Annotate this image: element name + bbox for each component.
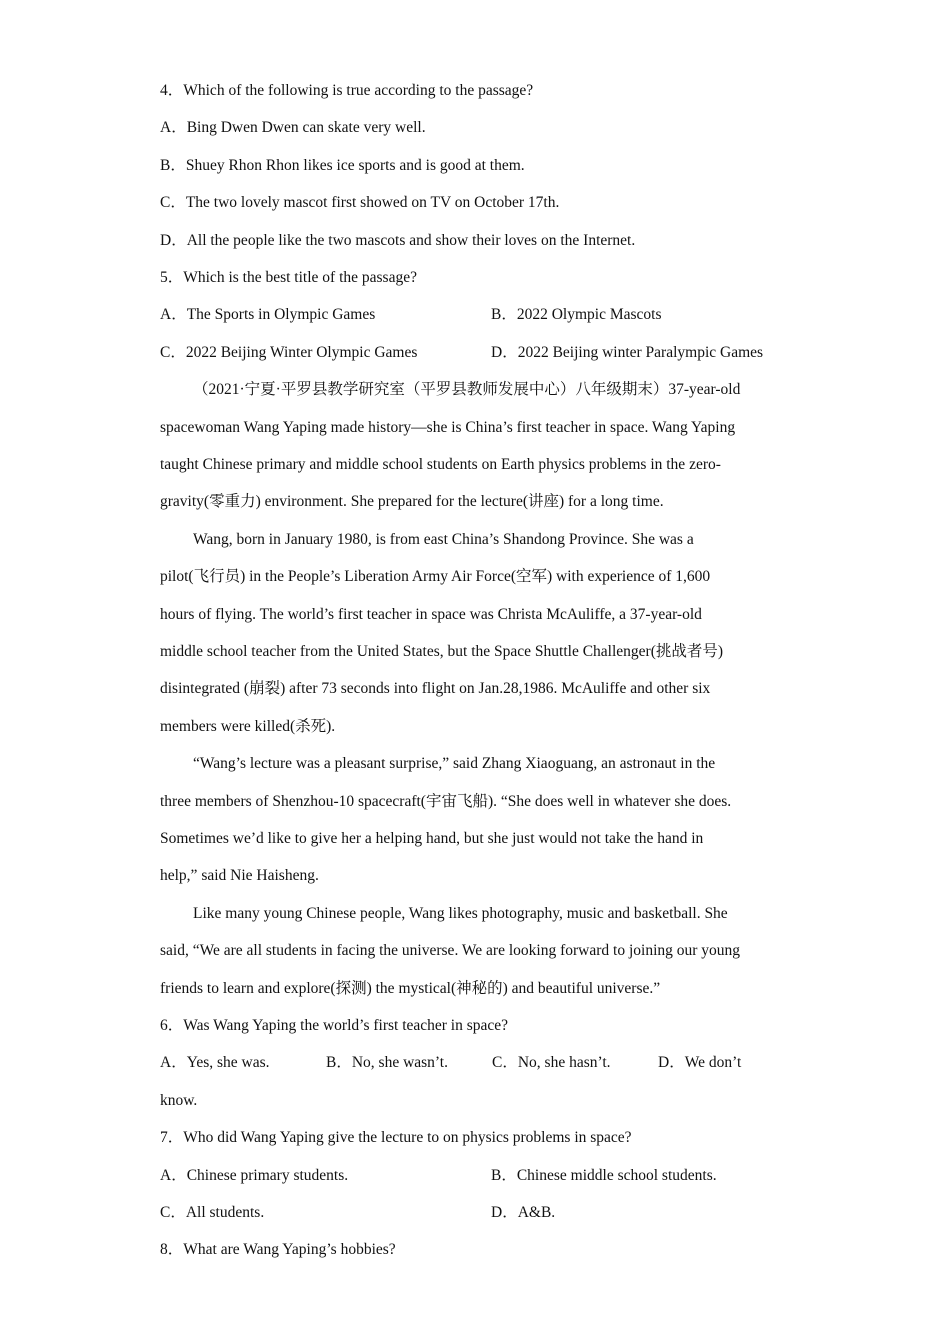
exam-page bbox=[160, 72, 792, 1269]
passage-p4-line: Like many young Chinese people, Wang likes photography, music and basketball. She bbox=[193, 904, 728, 922]
passage-p1-line: taught Chinese primary and middle school students on Earth physics problems in the zero- bbox=[160, 455, 721, 473]
passage-p4-line: friends to learn and explore(探测) the mystical(神秘的) and beautiful universe.” bbox=[160, 979, 661, 997]
passage-p2-line: members were killed(杀死). bbox=[160, 717, 336, 735]
question-7-option-a: A．Chinese primary students. bbox=[160, 1166, 349, 1184]
passage-p2-line: Wang, born in January 1980, is from east China’s Shandong Province. She was a bbox=[193, 530, 694, 548]
question-4-stem: 4．Which of the following is true according to the passage? bbox=[160, 82, 534, 99]
question-5-option-b: B．2022 Olympic Mascots bbox=[491, 306, 662, 324]
question-5-options-row-1 bbox=[160, 296, 792, 333]
passage-p2-line: disintegrated (崩裂) after 73 seconds into flight on Jan.28,1986. McAuliffe and other six bbox=[160, 680, 711, 698]
question-6-options-row bbox=[160, 1044, 792, 1081]
question-6-option-d-continued: know. bbox=[160, 1091, 198, 1109]
question-6-option-a: A．Yes, she was. bbox=[160, 1054, 270, 1072]
passage-p2-line: middle school teacher from the United States, but the Space Shuttle Challenger(挑战者号) bbox=[160, 642, 724, 660]
question-4-option-a: A．Bing Dwen Dwen can skate very well. bbox=[160, 119, 426, 137]
question-4-option-c: C．The two lovely mascot first showed on TV on October 17th. bbox=[160, 194, 560, 212]
passage-p3-line: Sometimes we’d like to give her a helping hand, but she just would not take the hand in bbox=[160, 830, 704, 847]
question-7-options-row-2 bbox=[160, 1194, 792, 1231]
question-7-stem: 7．Who did Wang Yaping give the lecture to on physics problems in space? bbox=[160, 1129, 632, 1147]
question-7-option-c: C．All students. bbox=[160, 1203, 265, 1221]
passage-paragraph-3 bbox=[160, 745, 792, 895]
question-8-stem: 8．What are Wang Yaping’s hobbies? bbox=[160, 1241, 396, 1259]
passage-paragraph-4 bbox=[160, 895, 792, 1007]
question-6-option-d: D．We don’t bbox=[658, 1054, 742, 1072]
passage-p1-line: spacewoman Wang Yaping made history—she is China’s first teacher in space. Wang Yaping bbox=[160, 418, 736, 436]
question-6-stem: 6．Was Wang Yaping the world’s first teacher in space? bbox=[160, 1017, 509, 1035]
passage-p2-line: pilot(飞行员) in the People’s Liberation Army Air Force(空军) with experience of 1,600 bbox=[160, 568, 711, 586]
passage-p3-line: help,” said Nie Haisheng. bbox=[160, 867, 319, 885]
passage-p1-line: （2021·宁夏·平罗县教学研究室（平罗县教师发展中心）八年级期末）37-year-old bbox=[193, 381, 741, 399]
passage-p3-line: three members of Shenzhou-10 spacecraft(宇宙飞船). “She does well in whatever she does. bbox=[160, 792, 732, 810]
question-6-option-c: C．No, she hasn’t. bbox=[492, 1054, 611, 1072]
passage-p2-line: hours of flying. The world’s first teacher in space was Christa McAuliffe, a 37-year-old bbox=[160, 605, 702, 623]
question-7-options-row-1 bbox=[160, 1157, 792, 1194]
passage-p1-line: gravity(零重力) environment. She prepared for the lecture(讲座) for a long time. bbox=[160, 493, 664, 511]
question-4-option-d: D．All the people like the two mascots and show their loves on the Internet. bbox=[160, 231, 636, 249]
passage-p3-line: “Wang’s lecture was a pleasant surprise,” said Zhang Xiaoguang, an astronaut in the bbox=[193, 755, 716, 773]
question-7-option-d: D．A&B. bbox=[491, 1203, 556, 1221]
question-6-option-b: B．No, she wasn’t. bbox=[326, 1054, 448, 1072]
passage-paragraph-2 bbox=[160, 521, 792, 745]
passage-p4-line: said, “We are all students in facing the universe. We are looking forward to joining our young bbox=[160, 942, 741, 960]
question-5-options-row-2 bbox=[160, 334, 792, 371]
question-7-option-b: B．Chinese middle school students. bbox=[491, 1166, 717, 1184]
question-5-stem: 5．Which is the best title of the passage? bbox=[160, 268, 417, 286]
passage-paragraph-1 bbox=[160, 371, 792, 521]
question-5-option-c: C．2022 Beijing Winter Olympic Games bbox=[160, 343, 418, 361]
question-5-option-a: A．The Sports in Olympic Games bbox=[160, 306, 376, 324]
question-4-option-b: B．Shuey Rhon Rhon likes ice sports and is good at them. bbox=[160, 156, 525, 174]
question-5-option-d: D．2022 Beijing winter Paralympic Games bbox=[491, 343, 764, 361]
